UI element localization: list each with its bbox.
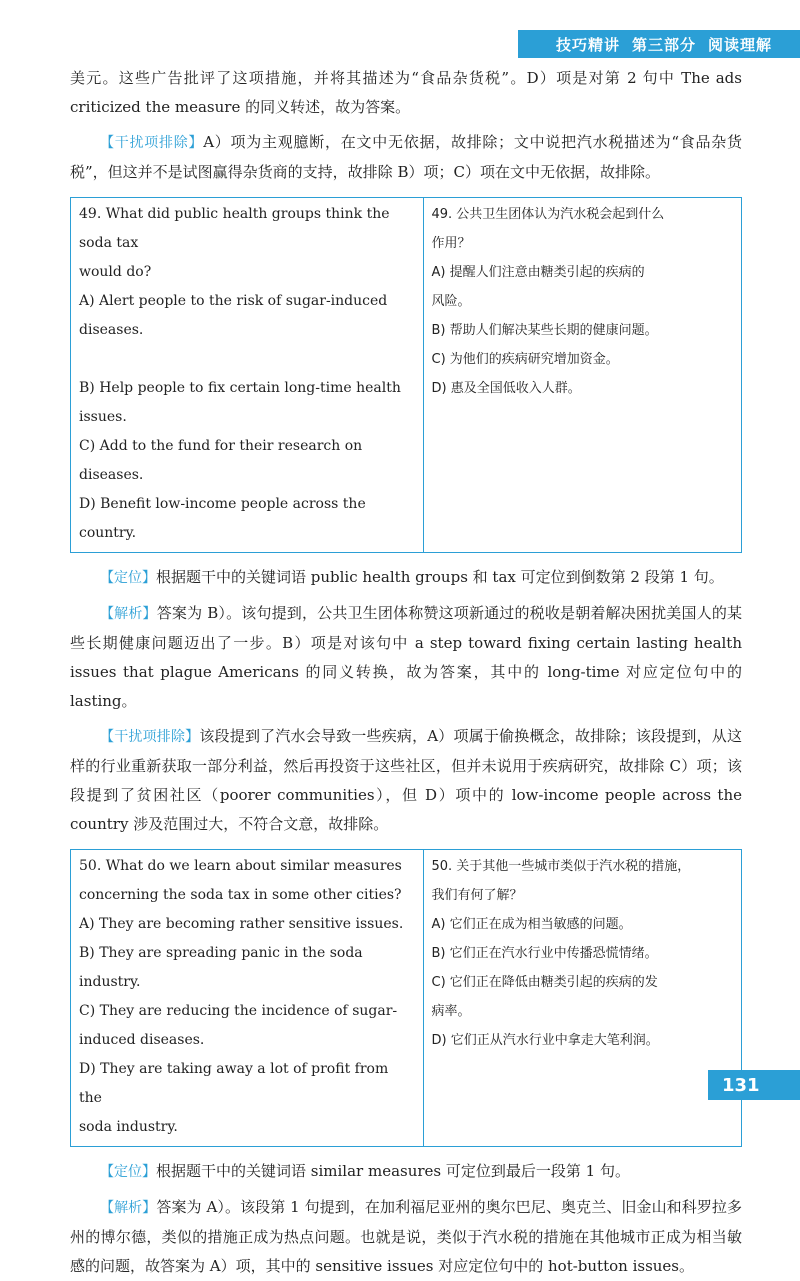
locate-paragraph-49	[70, 563, 742, 593]
page-content	[70, 64, 742, 1281]
option-d: D) Benefit low-income people across the country.	[79, 496, 366, 541]
option-b: B) 帮助人们解决某些长期的健康问题。	[431, 323, 658, 338]
tag-label: 【干扰项排除】	[100, 729, 200, 745]
question-stem: 49. What did public health groups think the soda tax	[79, 206, 390, 251]
option-c: C) They are reducing the incidence of sugar-	[79, 1003, 398, 1019]
option-b: B) Help people to fix certain long-time health issues.	[79, 380, 401, 425]
option-c: 病率。	[431, 1004, 471, 1019]
locate-paragraph-50	[70, 1157, 742, 1187]
paragraph-text: 答案为 A）。该段第 1 句提到，在加利福尼亚州的奥尔巴尼、奥克兰、旧金山和科罗拉多州的博尔德，类似的措施正成为热点问题。也就是说，类似于汽水税的措施在其他城市正成为相当敏感的问题，故答案为 A）项，其中的 sensitive issues 对应定位句中的 hot-button issues。	[70, 1198, 743, 1275]
option-c: C) Add to the fund for their research on diseases.	[79, 438, 363, 483]
analysis-paragraph-49	[70, 599, 742, 716]
question-50-english	[71, 850, 424, 1147]
question-stem: concerning the soda tax in some other cities?	[79, 887, 402, 903]
option-d: D) 惠及全国低收入人群。	[431, 381, 581, 396]
option-c: C) 它们正在降低由糖类引起的疾病的发	[431, 975, 658, 990]
question-stem: 我们有何了解？	[431, 888, 523, 903]
question-stem: 49. 公共卫生团体认为汽水税会起到什么	[431, 207, 665, 222]
option-a: 风险。	[431, 294, 471, 309]
option-b: B) 它们正在汽水行业中传播恐慌情绪。	[431, 946, 658, 961]
paragraph-text: 根据题干中的关键词语 similar measures 可定位到最后一段第 1 句。	[156, 1162, 630, 1180]
question-50-table	[70, 849, 742, 1147]
question-49-english	[71, 198, 424, 553]
option-d: D) 它们正从汽水行业中拿走大笔利润。	[431, 1033, 659, 1048]
paragraph-text: A）项为主观臆断，在文中无依据，故排除；文中说把汽水税描述为“食品杂货税”，但这并不是试图赢得杂货商的支持，故排除 B）项；C）项在文中无依据，故排除。	[70, 133, 743, 181]
question-49-chinese	[423, 198, 742, 553]
paragraph-text: 该段提到了汽水会导致一些疾病，A）项属于偷换概念，故排除；该段提到，从这样的行业重新获取一部分利益，然后再投资于这些社区，但并未说用于疾病研究，故排除 C）项；该段提到了贫困社区（poorer communities），但 D）项中的 low-income people across the country 涉及范围过大，不符合文意，故排除。	[70, 727, 742, 833]
option-c: C) 为他们的疾病研究增加资金。	[431, 352, 619, 367]
option-d: D) They are taking away a lot of profit from the	[79, 1061, 389, 1106]
intro-paragraph: 美元。这些广告批评了这项措施，并将其描述为“食品杂货税”。D）项是对第 2 句中 The ads criticized the measure 的同义转述，故为答案。	[70, 69, 742, 116]
question-stem: 作用？	[431, 236, 471, 251]
option-a: A) They are becoming rather sensitive issues.	[79, 916, 404, 932]
paragraph-text: 根据题干中的关键词语 public health groups 和 tax 可定位到倒数第 2 段第 1 句。	[156, 568, 724, 586]
option-d: soda industry.	[79, 1119, 178, 1135]
spacer	[79, 345, 415, 374]
distractor-analysis-48	[70, 128, 742, 187]
distractor-analysis-49	[70, 722, 742, 839]
header-topic: 阅读理解	[707, 35, 772, 54]
option-a: A) 提醒人们注意由糖类引起的疾病的	[431, 265, 645, 280]
option-c: induced diseases.	[79, 1032, 205, 1048]
question-50-chinese	[423, 850, 742, 1147]
tag-label: 【解析】	[100, 1200, 157, 1216]
option-a: A) 它们正在成为相当敏感的问题。	[431, 917, 632, 932]
paragraph-text: 答案为 B）。该句提到，公共卫生团体称赞这项新通过的税收是朝着解决困扰美国人的某些长期健康问题迈出了一步。B）项是对该句中 a step toward fixing certain lasting health issues that plague Americans 的同义转换，故为答案，其中的 long-time 对应定位句中的 lasting。	[70, 604, 743, 710]
tag-label: 【干扰项排除】	[100, 135, 204, 151]
question-stem: 50. 关于其他一些城市类似于汽水税的措施，	[431, 859, 691, 874]
header-tab	[518, 30, 800, 58]
analysis-paragraph-50	[70, 1193, 742, 1281]
header-part: 第三部分	[631, 35, 696, 54]
tag-label: 【定位】	[100, 1164, 156, 1180]
question-stem: 50. What do we learn about similar measures	[79, 858, 402, 874]
question-stem: would do?	[79, 264, 152, 280]
page-number: 131	[708, 1070, 800, 1100]
option-a: A) Alert people to the risk of sugar-induced diseases.	[79, 293, 388, 338]
tag-label: 【定位】	[100, 570, 156, 586]
header-section: 技巧精讲	[555, 35, 620, 54]
question-49-table	[70, 197, 742, 553]
tag-label: 【解析】	[100, 606, 157, 622]
option-b: B) They are spreading panic in the soda industry.	[79, 945, 363, 990]
